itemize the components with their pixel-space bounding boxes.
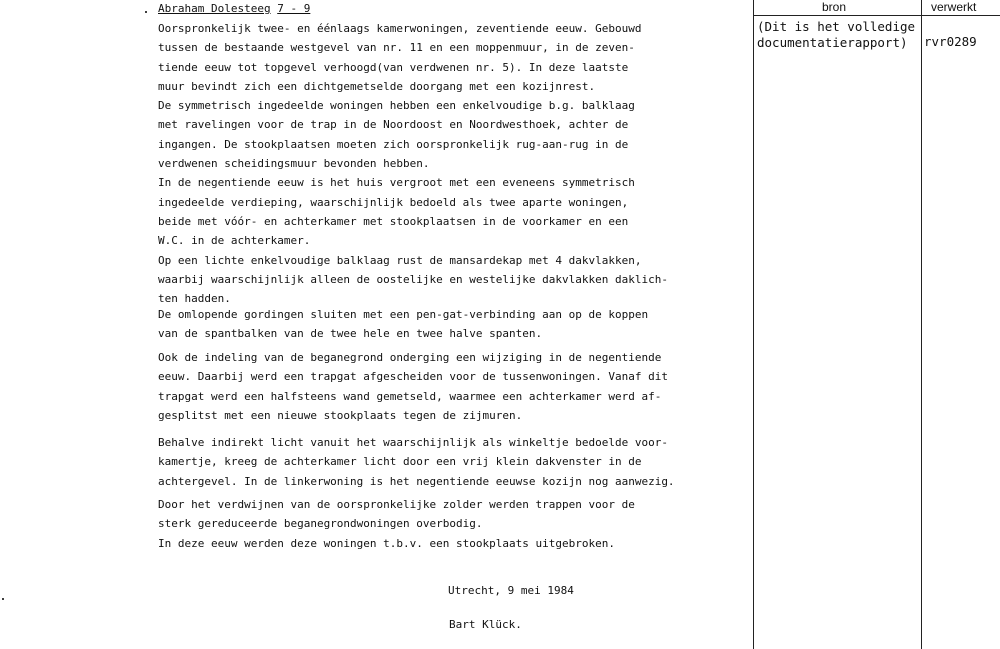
verwerkt-header: verwerkt	[931, 0, 977, 14]
text-line: ingangen. De stookplaatsen moeten zich oorspronkelijk rug-aan-rug in de	[158, 137, 629, 151]
text-line: tiende eeuw tot topgevel verhoogd(van verdwenen nr. 5). In deze laatste	[158, 60, 629, 74]
text-line: De omlopende gordingen sluiten met een pen-gat-verbinding aan op de koppen	[158, 308, 649, 321]
text-line: In deze eeuw werden deze woningen t.b.v. een stookplaats uitgebroken.	[158, 536, 615, 550]
bron-header: bron	[822, 0, 847, 14]
text-line: achtergevel. In de linkerwoning is het negentiende eeuwse kozijn nog aanwezig.	[158, 474, 675, 488]
paragraph-4	[158, 433, 675, 491]
text-line: Door het verdwijnen van de oorspronkelijke zolder werden trappen voor de	[158, 498, 635, 511]
paragraph-2	[158, 305, 648, 344]
text-line: met ravelingen voor de trap in de Noordoost en Noordwesthoek, achter de	[158, 118, 629, 132]
text-line: kamertje, kreeg de achterkamer licht door een vrij klein dakvenster in de	[158, 455, 642, 469]
document-title	[158, 2, 310, 15]
text-line: ten hadden.	[158, 292, 231, 306]
text-line: Op een lichte enkelvoudige balklaag rust de mansardekap met 4 dakvlakken,	[158, 253, 642, 267]
text-line: beide met vóór- en achterkamer met stookplaatsen in de voorkamer en een	[158, 214, 629, 228]
text-line: W.C. in de achterkamer.	[158, 234, 311, 248]
text-line: trapgat werd een halfsteens wand gemetseld, waarmee een achterkamer werd af-	[158, 389, 662, 403]
text-line: tussen de bestaande westgevel van nr. 11 en een moppenmuur, in de zeven-	[158, 41, 635, 55]
text-line: waarbij waarschijnlijk alleen de oostelijke en westelijke dakvlakken daklich-	[158, 272, 668, 286]
text-line: In de negentiende eeuw is het huis vergroot met een eveneens symmetrisch	[158, 176, 635, 190]
margin-speck	[145, 11, 147, 13]
title-numbers: 7 - 9	[277, 2, 311, 15]
paragraph-1	[158, 19, 668, 308]
column-divider-right	[921, 0, 922, 649]
text-line: verdwenen scheidingsmuur bevonden hebben.	[158, 157, 430, 171]
title-street: Abraham Dolesteeg	[158, 2, 271, 15]
text-line: Behalve indirekt licht vanuit het waarschijnlijk als winkeltje bedoelde voor-	[158, 436, 668, 449]
bron-note-line: (Dit is het volledige	[757, 19, 916, 34]
place-date: Utrecht, 9 mei 1984	[448, 584, 574, 597]
text-line: sterk gereduceerde beganegrondwoningen overbodig.	[158, 517, 483, 531]
text-line: muur bevindt zich een dichtgemetselde doorgang met een kozijnrest.	[158, 79, 596, 93]
text-line: Ook de indeling van de beganegrond onderging een wijziging in de negentiende	[158, 351, 662, 364]
text-line: De symmetrisch ingedeelde woningen hebben een enkelvoudige b.g. balklaag	[158, 99, 635, 113]
verwerkt-code: rvr0289	[924, 34, 977, 49]
paragraph-3	[158, 348, 668, 425]
text-line: Oorspronkelijk twee- en éénlaags kamerwoningen, zeventiende eeuw. Gebouwd	[158, 22, 642, 35]
margin-speck	[2, 598, 4, 600]
paragraph-5	[158, 495, 635, 553]
text-line: van de spantbalken van de twee hele en twee halve spanten.	[158, 327, 543, 341]
author-signature: Bart Klück.	[449, 618, 522, 631]
bron-note	[757, 19, 915, 50]
column-divider-left	[753, 0, 754, 649]
text-line: gesplitst met een nieuwe stookplaats tegen de zijmuren.	[158, 408, 523, 422]
bron-note-line: documentatierapport)	[757, 34, 908, 50]
text-line: ingedeelde verdieping, waarschijnlijk bedoeld als twee aparte woningen,	[158, 195, 629, 209]
header-rule	[753, 15, 1000, 16]
text-line: eeuw. Daarbij werd een trapgat afgescheiden voor de tussenwoningen. Vanaf dit	[158, 370, 668, 384]
